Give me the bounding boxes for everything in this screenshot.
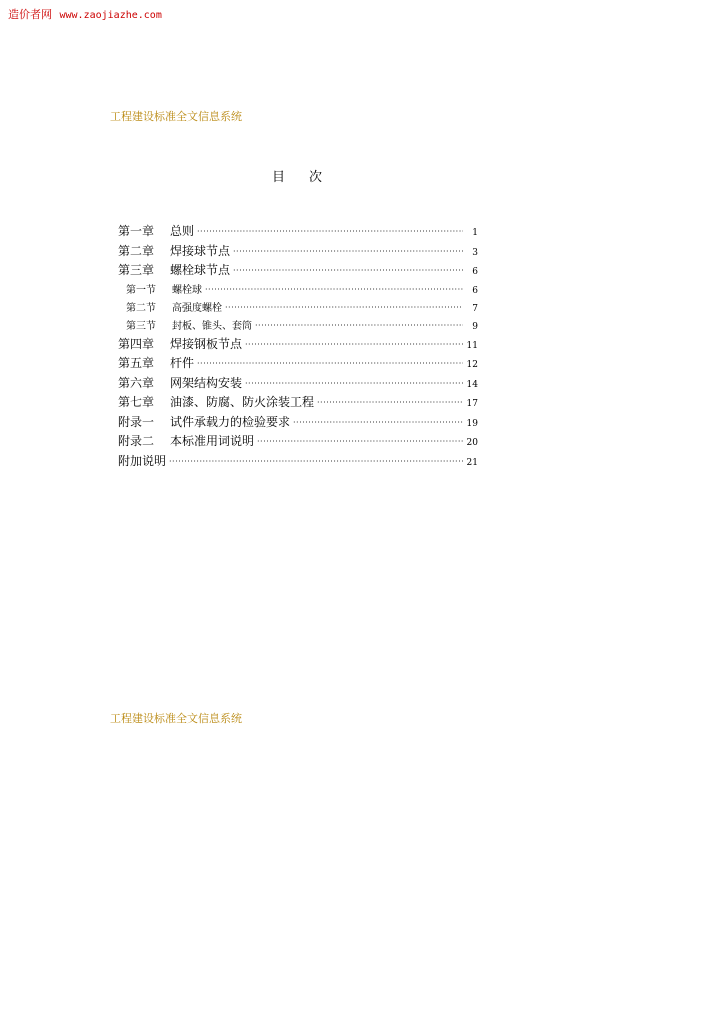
toc-leader-dots bbox=[293, 418, 463, 427]
system-label-bottom: 工程建设标准全文信息系统 bbox=[110, 712, 242, 725]
toc-entry-page: 12 bbox=[466, 360, 478, 370]
toc-entry[interactable] bbox=[118, 374, 478, 394]
toc-entry-number: 附录二 bbox=[118, 434, 155, 448]
toc-entry-number: 第二章 bbox=[118, 243, 155, 258]
toc-entry-page: 14 bbox=[466, 379, 478, 390]
toc-entry-label: 网架结构安装 bbox=[170, 375, 243, 390]
toc-entry-number: 第一章 bbox=[118, 224, 155, 238]
table-of-contents bbox=[118, 222, 478, 471]
toc-leader-dots bbox=[245, 379, 463, 388]
toc-entry[interactable] bbox=[118, 413, 478, 433]
toc-entry[interactable] bbox=[118, 393, 478, 413]
toc-entry-page: 1 bbox=[472, 228, 478, 238]
toc-entry-page: 19 bbox=[466, 418, 478, 429]
toc-entry-label: 焊接钢板节点 bbox=[170, 336, 243, 351]
toc-leader-dots bbox=[257, 437, 463, 446]
toc-leader-dots bbox=[225, 303, 463, 312]
toc-entry-page: 9 bbox=[472, 321, 478, 332]
toc-leader-dots bbox=[317, 398, 463, 407]
toc-entry-page: 21 bbox=[466, 457, 478, 468]
toc-entry-number: 第二节 bbox=[126, 302, 156, 314]
toc-title: 目次 bbox=[272, 170, 347, 185]
toc-leader-dots bbox=[245, 340, 463, 349]
toc-leader-dots bbox=[197, 227, 463, 236]
toc-entry-label: 封板、锥头、套筒 bbox=[172, 320, 252, 332]
toc-entry-page: 3 bbox=[472, 247, 478, 258]
toc-entry-label: 杆件 bbox=[170, 356, 195, 370]
toc-entry-label: 油漆、防腐、防火涂装工程 bbox=[170, 395, 315, 409]
toc-entry-page: 6 bbox=[472, 285, 478, 296]
toc-entry[interactable] bbox=[118, 452, 478, 472]
toc-entry-page: 11 bbox=[466, 340, 478, 351]
toc-entry-label: 螺栓球节点 bbox=[170, 263, 231, 277]
toc-entry-label: 本标准用词说明 bbox=[170, 434, 255, 448]
toc-entry-number: 第五章 bbox=[118, 356, 155, 370]
toc-leader-dots bbox=[255, 321, 463, 330]
toc-entry-number: 第一节 bbox=[126, 284, 156, 296]
toc-entry-label: 总则 bbox=[170, 224, 195, 238]
toc-entry-number: 第三章 bbox=[118, 263, 155, 277]
system-label-top: 工程建设标准全文信息系统 bbox=[110, 110, 242, 123]
toc-entry[interactable] bbox=[118, 335, 478, 355]
toc-leader-dots bbox=[197, 359, 463, 368]
toc-subentry[interactable] bbox=[118, 281, 478, 299]
toc-entry[interactable] bbox=[118, 222, 478, 242]
toc-entry-number: 第六章 bbox=[118, 375, 155, 390]
toc-entry-number: 第七章 bbox=[118, 395, 155, 409]
toc-entry-number: 附录一 bbox=[118, 414, 155, 429]
toc-entry-label: 试件承载力的检验要求 bbox=[170, 414, 291, 429]
toc-leader-dots bbox=[205, 285, 463, 294]
toc-leader-dots bbox=[233, 266, 463, 275]
toc-leader-dots bbox=[169, 457, 463, 466]
toc-entry-number: 第四章 bbox=[118, 336, 155, 351]
toc-entry-label: 螺栓球 bbox=[172, 284, 202, 296]
toc-entry-label: 附加说明 bbox=[118, 453, 167, 468]
toc-entry[interactable] bbox=[118, 432, 478, 452]
toc-entry-label: 高强度螺栓 bbox=[172, 302, 222, 314]
toc-entry-page: 20 bbox=[466, 438, 478, 448]
toc-subentry[interactable] bbox=[118, 299, 478, 317]
toc-entry-page: 6 bbox=[472, 267, 478, 277]
toc-leader-dots bbox=[233, 247, 463, 256]
toc-entry-label: 焊接球节点 bbox=[170, 243, 231, 258]
toc-entry-number: 第三节 bbox=[126, 320, 156, 332]
site-watermark bbox=[8, 6, 162, 22]
site-url[interactable]: www.zaojiazhe.com bbox=[59, 10, 162, 21]
site-name: 造价者网 bbox=[8, 8, 52, 21]
toc-entry-page: 7 bbox=[472, 303, 478, 314]
toc-subentry[interactable] bbox=[118, 317, 478, 335]
toc-entry[interactable] bbox=[118, 261, 478, 281]
toc-entry[interactable] bbox=[118, 354, 478, 374]
toc-entry-page: 17 bbox=[466, 399, 478, 409]
toc-entry[interactable] bbox=[118, 242, 478, 262]
